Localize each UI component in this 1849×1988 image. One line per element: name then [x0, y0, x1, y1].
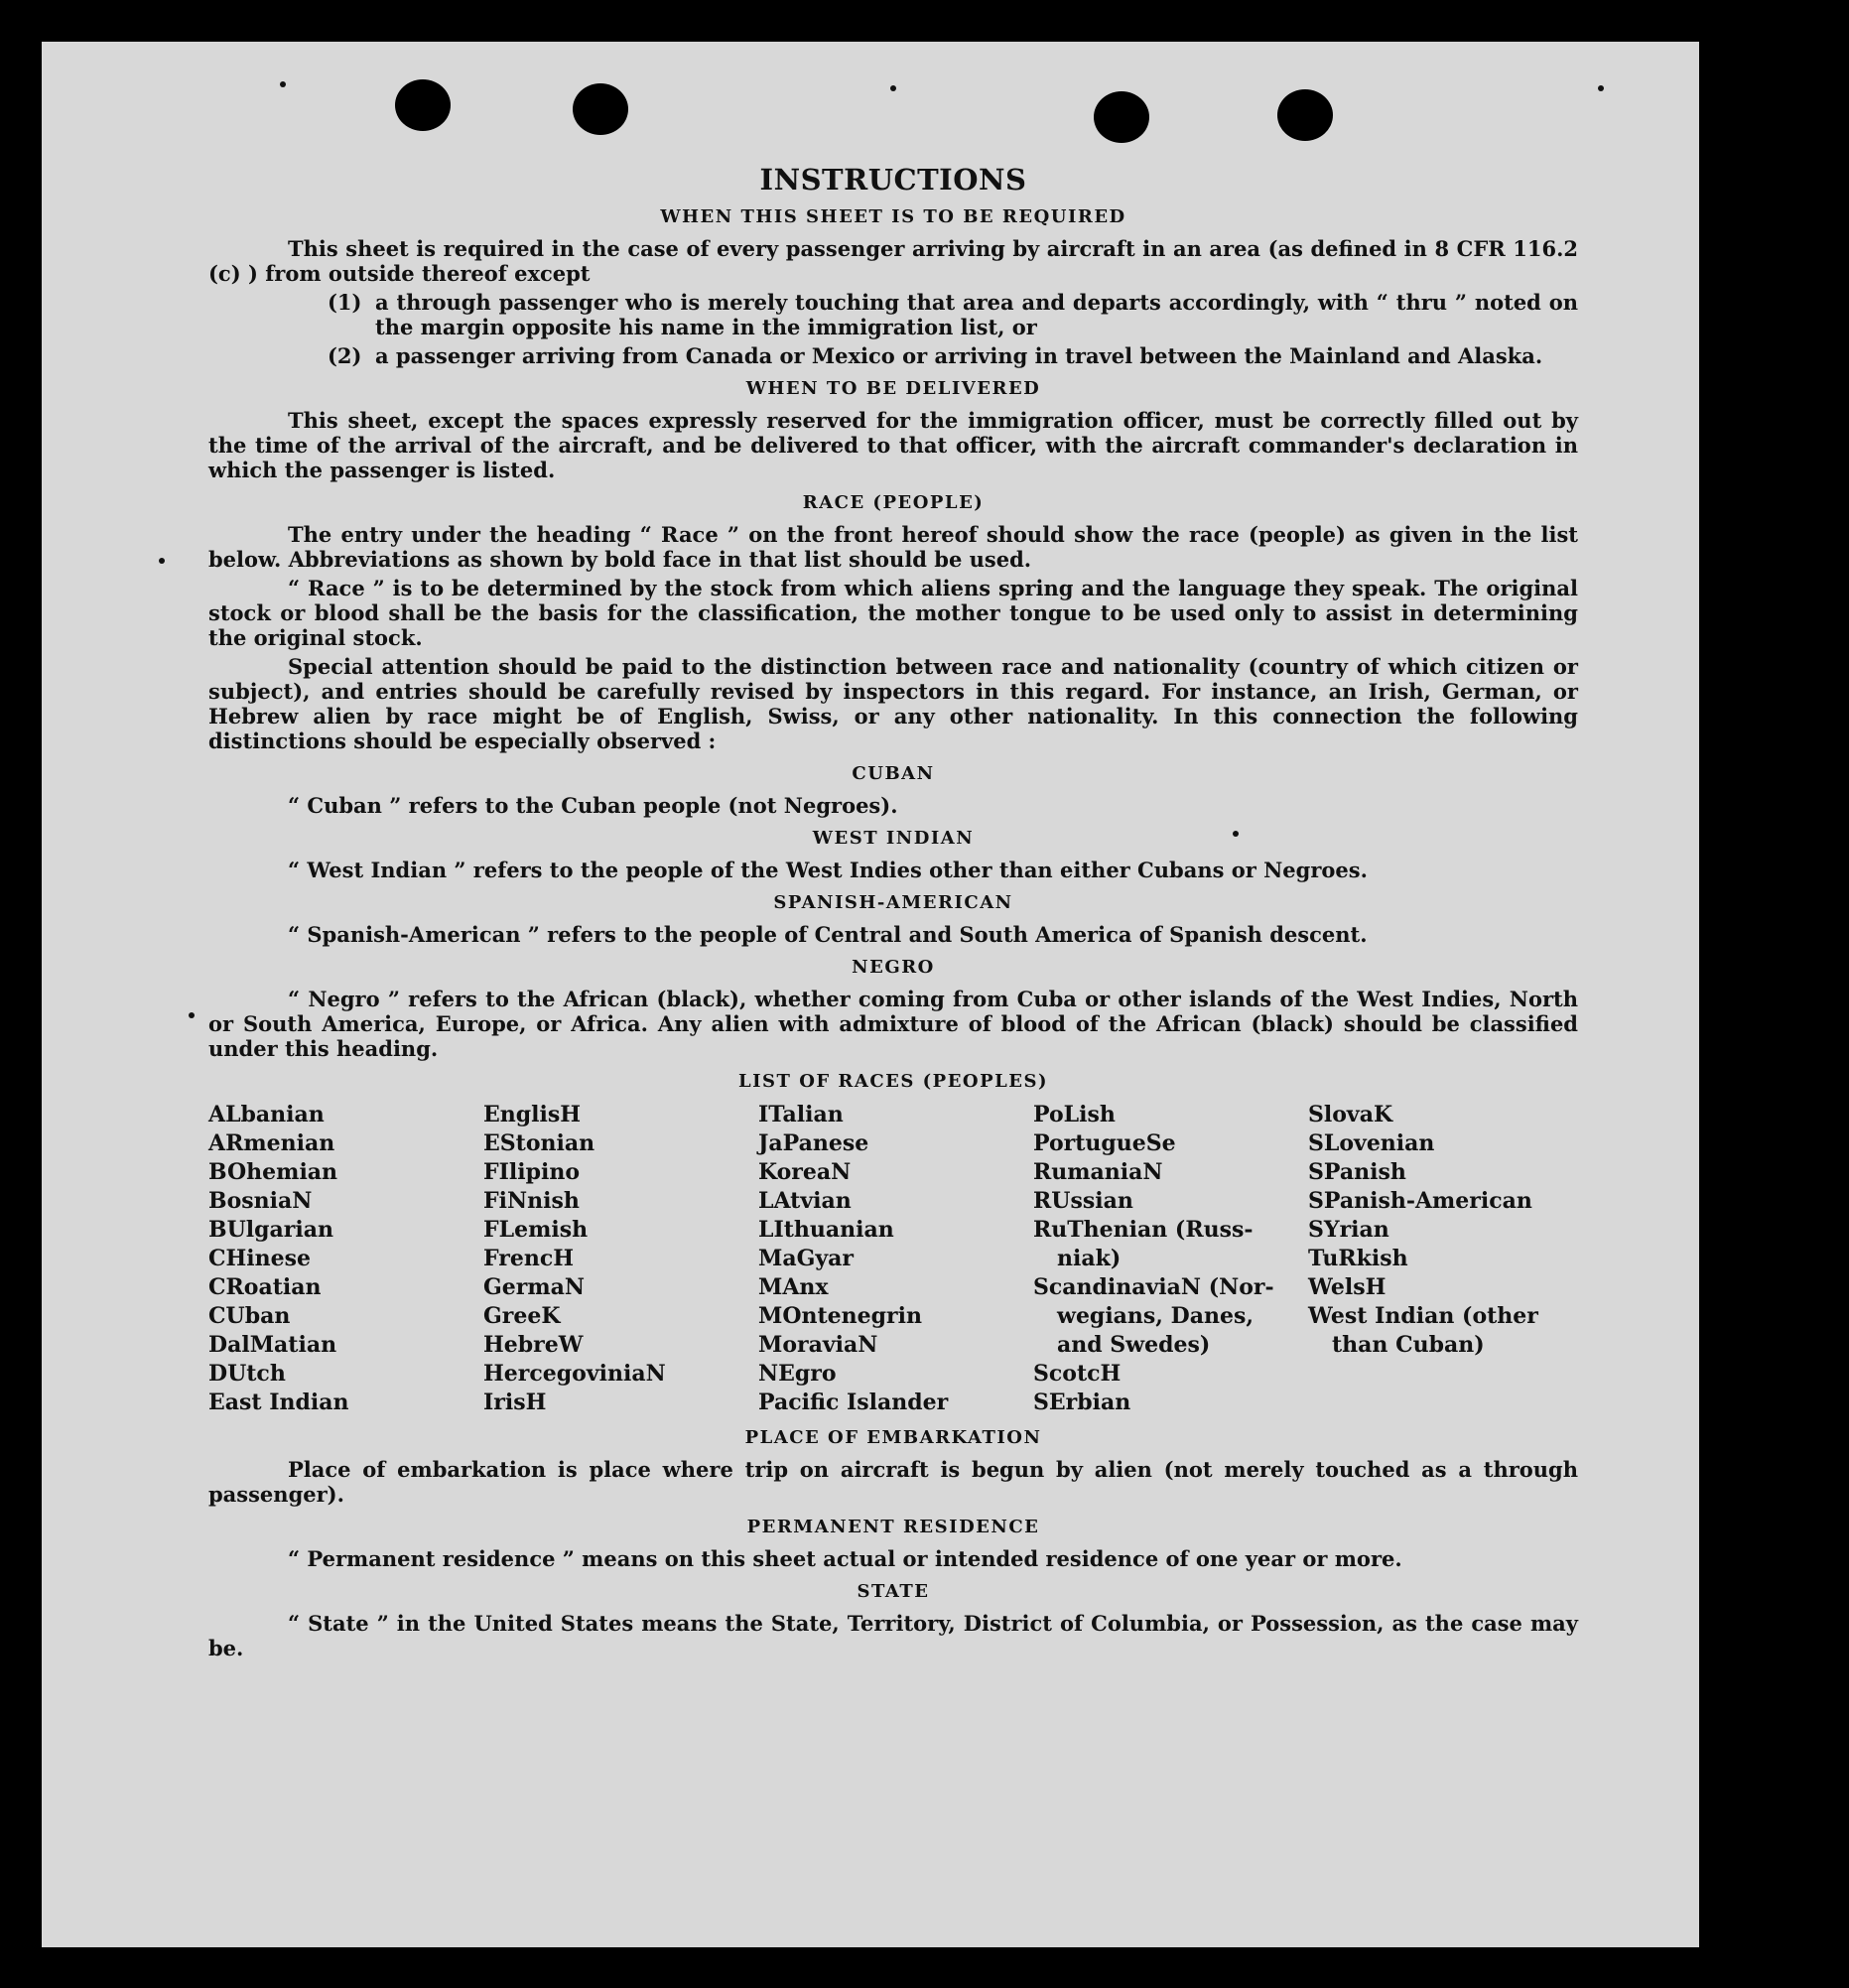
section-heading-required: WHEN THIS SHEET IS TO BE REQUIRED	[660, 206, 1126, 227]
page-title: INSTRUCTIONS	[759, 163, 1027, 197]
punch-hole	[1094, 91, 1149, 143]
race-entry: BosniaN	[208, 1188, 313, 1214]
race-entry: PoLish	[1033, 1102, 1116, 1127]
race-entry: SPanish-American	[1308, 1188, 1532, 1214]
embarkation-text: Place of embarkation is place where trip on aircraft is begun by alien (not merely touched as a through passenger).	[208, 1457, 1578, 1507]
race-entry: KoreaN	[758, 1159, 852, 1185]
race-entry: ScotcH	[1033, 1361, 1122, 1387]
race-entry: TuRkish	[1308, 1246, 1408, 1271]
punch-hole	[395, 79, 451, 131]
race-entry: SErbian	[1033, 1390, 1131, 1415]
race-entry: Pacific Islander	[758, 1390, 949, 1415]
race-entry: and Swedes)	[1057, 1332, 1211, 1358]
race-entry: SLovenian	[1308, 1130, 1435, 1156]
race-paragraph-3: Special attention should be paid to the distinction between race and nationality (country of which citizen or subject), and entries should be carefully revised by inspectors in this regard. For instance, an Irish, German, or Hebrew alien by race might be of English, Swiss, or any other nationality. In this connection the following distinctions should be especially observed :	[208, 654, 1578, 753]
section-heading-delivered: WHEN TO BE DELIVERED	[745, 378, 1041, 399]
document-page	[42, 42, 1699, 1947]
race-entry: ARmenian	[208, 1130, 335, 1156]
race-entry: MOntenegrin	[758, 1303, 922, 1329]
section-heading-list-of-races: LIST OF RACES (PEOPLES)	[737, 1071, 1049, 1092]
spanish-american-text: “ Spanish-American ” refers to the people of Central and South America of Spanish descent.	[288, 922, 1368, 947]
races-list	[208, 1101, 1578, 1417]
race-entry: FIlipino	[483, 1159, 581, 1185]
race-entry: SlovaK	[1308, 1102, 1393, 1127]
race-entry: BUlgarian	[208, 1217, 333, 1243]
race-entry: NEgro	[758, 1361, 837, 1387]
race-entry: wegians, Danes,	[1057, 1303, 1254, 1329]
race-entry: ScandinaviaN (Nor-	[1033, 1274, 1274, 1300]
residence-text: “ Permanent residence ” means on this sheet actual or intended residence of one year or more.	[288, 1546, 1402, 1571]
race-entry: ITalian	[758, 1102, 844, 1127]
race-entry: MoraviaN	[758, 1332, 878, 1358]
races-column	[1308, 1101, 1583, 1417]
race-entry: IrisH	[483, 1390, 547, 1415]
race-entry: GreeK	[483, 1303, 561, 1329]
section-heading-spanish-american: SPANISH-AMERICAN	[773, 892, 1013, 913]
race-entry: HebreW	[483, 1332, 584, 1358]
race-entry: WelsH	[1308, 1274, 1387, 1300]
item-number: (1)	[328, 290, 362, 315]
speck	[280, 81, 286, 87]
item-number: (2)	[328, 343, 362, 368]
race-entry: PortugueSe	[1033, 1130, 1176, 1156]
exception-item	[328, 290, 1578, 339]
race-entry: FrencH	[483, 1246, 574, 1271]
race-entry: JaPanese	[758, 1130, 869, 1156]
punch-hole	[573, 83, 628, 135]
race-entry: LIthuanian	[758, 1217, 894, 1243]
section-heading-west-indian: WEST INDIAN	[812, 828, 975, 849]
speck	[189, 1012, 195, 1018]
item-text: a passenger arriving from Canada or Mexico or arriving in travel between the Mainland and Alaska.	[375, 343, 1543, 368]
race-paragraph-2: “ Race ” is to be determined by the stock from which aliens spring and the language they speak. The original stock or blood shall be the basis for the classification, the mother tongue to be used only to assist in determining the original stock.	[208, 576, 1578, 650]
speck	[890, 85, 896, 91]
speck	[159, 558, 165, 564]
race-entry: BOhemian	[208, 1159, 338, 1185]
cuban-text: “ Cuban ” refers to the Cuban people (not Negroes).	[288, 793, 898, 818]
race-entry: RUssian	[1033, 1188, 1133, 1214]
race-entry: SPanish	[1308, 1159, 1406, 1185]
race-entry: SYrian	[1308, 1217, 1389, 1243]
item-text: a through passenger who is merely touching that area and departs accordingly, with “ thru ” noted on the margin opposite his name in the immigration list, or	[375, 290, 1578, 339]
section-heading-negro: NEGRO	[852, 957, 935, 978]
delivered-text: This sheet, except the spaces expressly reserved for the immigration officer, must be correctly filled out by the time of the arrival of the aircraft, and be delivered to that officer, with the aircraft commander's declaration in which the passenger is listed.	[208, 408, 1578, 482]
section-heading-state: STATE	[857, 1581, 930, 1602]
section-heading-residence: PERMANENT RESIDENCE	[746, 1517, 1040, 1537]
race-entry: East Indian	[208, 1390, 349, 1415]
race-entry: CRoatian	[208, 1274, 322, 1300]
required-intro: This sheet is required in the case of every passenger arriving by aircraft in an area (as defined in 8 CFR 116.2 (c) ) from outside thereof except	[208, 236, 1578, 286]
speck	[1598, 85, 1604, 91]
instructions-content	[208, 163, 1578, 1664]
race-entry: MaGyar	[758, 1246, 855, 1271]
race-entry: HercegoviniaN	[483, 1361, 666, 1387]
race-entry: niak)	[1057, 1246, 1122, 1271]
race-entry: FiNnish	[483, 1188, 580, 1214]
race-entry: FLemish	[483, 1217, 589, 1243]
race-entry: than Cuban)	[1332, 1332, 1485, 1358]
race-entry: DUtch	[208, 1361, 286, 1387]
race-entry: EStonian	[483, 1130, 595, 1156]
races-column	[758, 1101, 1033, 1417]
section-heading-race: RACE (PEOPLE)	[802, 492, 985, 513]
race-entry: RumaniaN	[1033, 1159, 1163, 1185]
race-entry: DalMatian	[208, 1332, 337, 1358]
race-entry: GermaN	[483, 1274, 586, 1300]
state-text: “ State ” in the United States means the State, Territory, District of Columbia, or Possession, as the case may be.	[208, 1611, 1578, 1660]
west-indian-text: “ West Indian ” refers to the people of the West Indies other than either Cubans or Negroes.	[288, 858, 1368, 882]
exception-item	[328, 343, 1578, 368]
race-entry: LAtvian	[758, 1188, 852, 1214]
punch-hole	[1277, 89, 1333, 141]
race-entry: MAnx	[758, 1274, 829, 1300]
races-column	[1033, 1101, 1308, 1417]
race-entry: ALbanian	[208, 1102, 325, 1127]
race-entry: RuThenian (Russ-	[1033, 1217, 1254, 1243]
race-entry: CHinese	[208, 1246, 312, 1271]
races-column	[483, 1101, 758, 1417]
section-heading-embarkation: PLACE OF EMBARKATION	[744, 1427, 1042, 1448]
race-paragraph-1: The entry under the heading “ Race ” on the front hereof should show the race (people) as given in the list below. Abbreviations as shown by bold face in that list should be used.	[208, 522, 1578, 572]
negro-text: “ Negro ” refers to the African (black), whether coming from Cuba or other islands of the West Indies, North or South America, Europe, or Africa. Any alien with admixture of blood of the African (black) should be classified under this heading.	[208, 987, 1578, 1061]
section-heading-cuban: CUBAN	[852, 763, 935, 784]
race-entry: West Indian (other	[1308, 1303, 1538, 1329]
race-entry: CUban	[208, 1303, 291, 1329]
races-column	[208, 1101, 483, 1417]
race-entry: EnglisH	[483, 1102, 582, 1127]
